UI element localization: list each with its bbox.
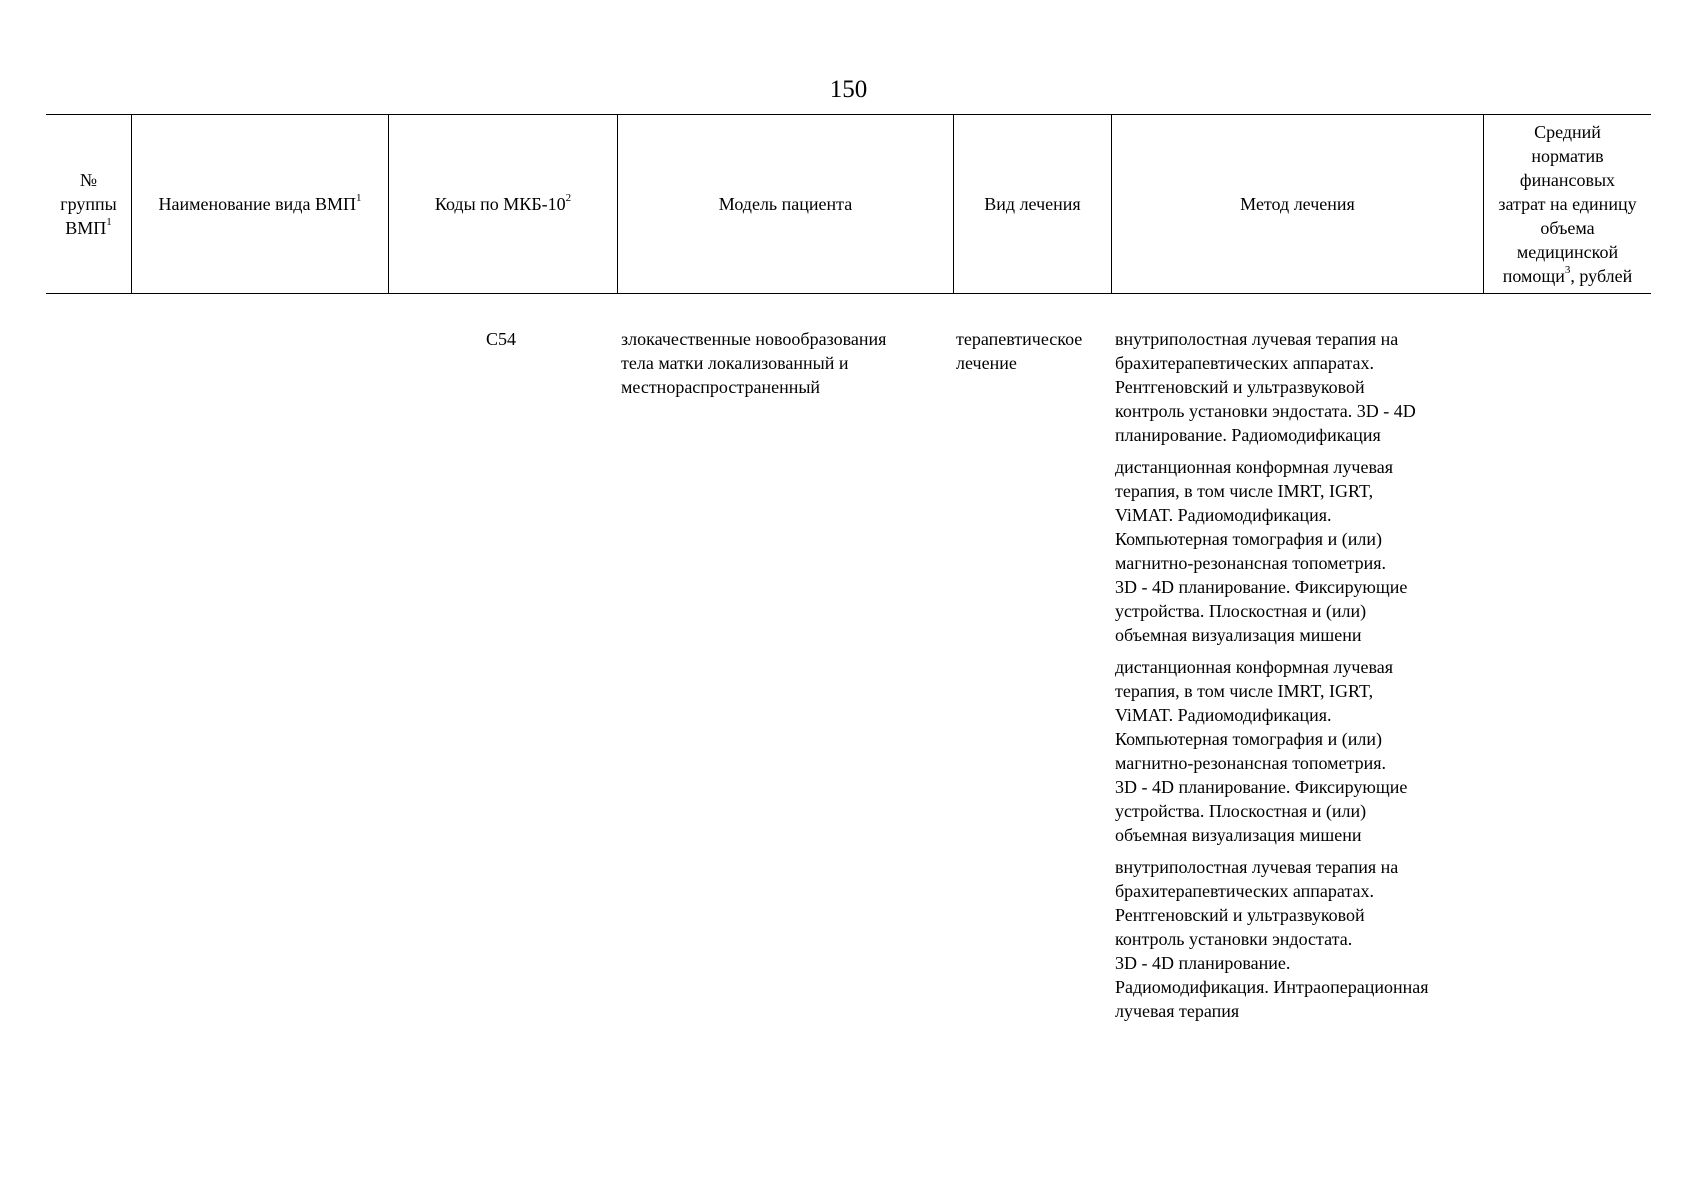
patient-model-cell: злокачественные новообразования тела матки локализованный и местнораспространенный: [621, 329, 887, 397]
header-group-number: № группы ВМП$^1$: [46, 115, 132, 293]
method-item: внутриполостная лучевая терапия на брахитерапевтических аппаратах. Рентгеновский и ультразвуковой контроль установки эндостата. 3D - 4D планирование. Радиомодификация. Интраоперационная лучевая терапия: [1115, 857, 1429, 1021]
treatment-type-cell: терапевтическое лечение: [956, 329, 1083, 373]
method-item: дистанционная конформная лучевая терапия, в том числе IMRT, IGRT, ViMAT. Радиомодификация. Компьютерная томография и (или) магнитно-резонансная топометрия. 3D - 4D планирование. Фиксирующие устройства. Плоскостная и (или) объемная визуализация мишени: [1115, 657, 1408, 845]
method-item: внутриполостная лучевая терапия на брахитерапевтических аппаратах. Рентгеновский и ультразвуковой контроль установки эндостата. 3D - 4D планирование. Радиомодификация: [1115, 329, 1416, 445]
icd-code-cell: С54: [486, 329, 517, 349]
header-patient-model: Модель пациента: [618, 115, 954, 293]
header-method: Метод лечения: [1112, 115, 1484, 293]
header-treatment-type: Вид лечения: [954, 115, 1112, 293]
table-header: [46, 114, 1651, 294]
header-icd-codes: Коды по МКБ-10$^2$: [389, 115, 618, 293]
method-list: [1115, 327, 1485, 1031]
header-vmp-name: Наименование вида ВМП$^1$: [132, 115, 389, 293]
page-number: 150: [829, 76, 868, 103]
header-average-cost: Средний норматив финансовых затрат на единицу объема медицинской помощи$^3$, рублей: [1498, 122, 1637, 286]
method-item: дистанционная конформная лучевая терапия, в том числе IMRT, IGRT, ViMAT. Радиомодификация. Компьютерная томография и (или) магнитно-резонансная топометрия. 3D - 4D планирование. Фиксирующие устройства. Плоскостная и (или) объемная визуализация мишени: [1115, 457, 1408, 645]
